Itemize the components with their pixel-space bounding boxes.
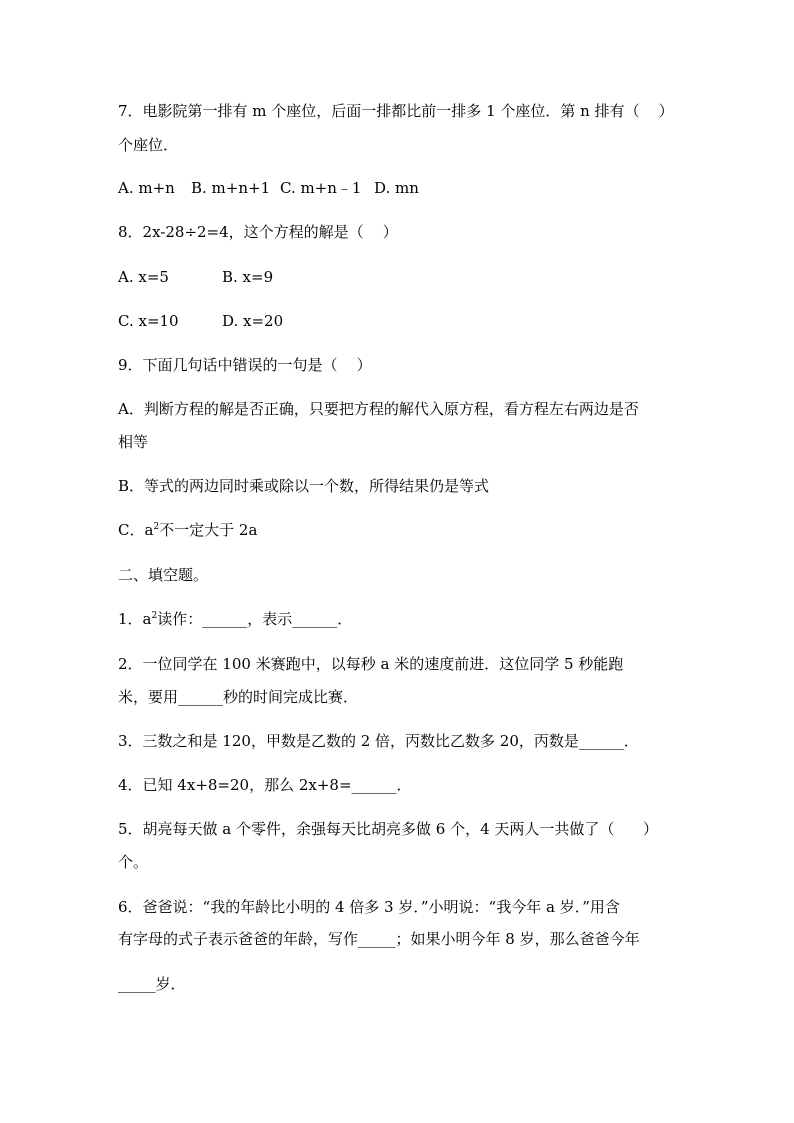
q8-stem: 8．2x-28÷2=4，这个方程的解是（ ）	[118, 223, 398, 241]
fill-4: 4．已知 4x+8=20，那么 2x+8=______．	[118, 776, 412, 794]
fill-1-post: 读作：______，表示______．	[157, 610, 353, 628]
fill-6-line3: _____岁．	[118, 975, 186, 993]
fill-1-superscript: 2	[151, 611, 158, 621]
q9-stem: 9．下面几句话中错误的一句是（ ）	[118, 356, 372, 374]
q7-option-a: A. m+n	[118, 179, 175, 197]
fill-1-pre: 1．a	[118, 610, 152, 628]
section-heading: 二、填空题。	[118, 566, 209, 584]
q8-option-c: C. x=10	[118, 312, 179, 330]
q9-option-a-line1: A．判断方程的解是否正确，只要把方程的解代入原方程，看方程左右两边是否	[118, 400, 639, 418]
q7-option-c: C. m+n﹣1	[280, 179, 362, 197]
q8-option-d: D. x=20	[222, 312, 284, 330]
q7-option-d: D. mn	[374, 179, 419, 197]
q8-option-a: A. x=5	[118, 268, 169, 286]
q8-option-b: B. x=9	[222, 268, 274, 286]
fill-5-line1: 5．胡亮每天做 a 个零件，余强每天比胡亮多做 6 个，4 天两人一共做了（ ）	[118, 820, 659, 838]
q9-option-a-line2: 相等	[118, 433, 149, 451]
fill-5-line2: 个。	[118, 853, 149, 871]
q7-stem-line2: 个座位．	[118, 136, 179, 154]
fill-2-line2: 米，要用______秒的时间完成比赛．	[118, 688, 359, 706]
q9-option-c	[118, 520, 257, 540]
q9-option-b: B．等式的两边同时乘或除以一个数，所得结果仍是等式	[118, 477, 490, 495]
q9-option-c-post: 不一定大于 2a	[159, 521, 258, 539]
fill-1	[118, 609, 352, 629]
q7-stem-line1: 7．电影院第一排有 m 个座位，后面一排都比前一排多 1 个座位．第 n 排有（ ）	[118, 102, 674, 120]
q9-option-c-pre: C．a	[118, 521, 154, 539]
q9-option-c-superscript: 2	[153, 522, 160, 532]
fill-6-line2: 有字母的式子表示爸爸的年龄，写作_____；如果小明今年 8 岁，那么爸爸今年	[118, 930, 640, 948]
fill-3: 3．三数之和是 120，甲数是乙数的 2 倍，丙数比乙数多 20，丙数是______．	[118, 732, 639, 750]
fill-6-line1: 6．爸爸说：“我的年龄比小明的 4 倍多 3 岁．”小明说：“我今年 a 岁．”用含	[118, 898, 620, 916]
q7-option-b: B. m+n+1	[191, 179, 271, 197]
fill-2-line1: 2．一位同学在 100 米赛跑中，以每秒 a 米的速度前进．这位同学 5 秒能跑	[118, 655, 624, 673]
